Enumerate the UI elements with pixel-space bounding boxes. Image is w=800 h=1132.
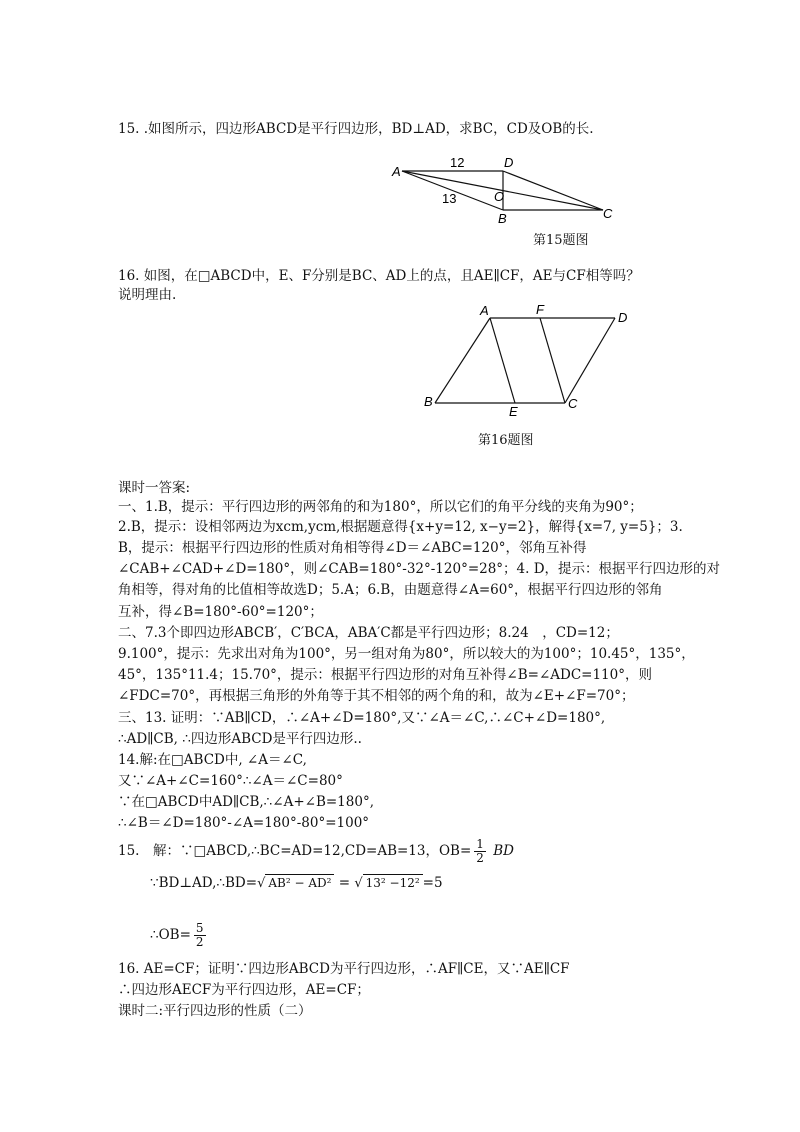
q16-caption: 第16题图 bbox=[478, 433, 534, 448]
q16-figure bbox=[420, 300, 640, 420]
a15-sqrt2: 13² −12² bbox=[363, 874, 423, 891]
answer-line: 又∵∠A+∠C=160°∴∠A＝∠C=80° bbox=[118, 773, 343, 789]
answer-line: ∠CAB+∠CAD+∠D=180°，则∠CAB=180°-32°-120°=28°；4. D，提示：根据平行四边形的对 bbox=[118, 561, 721, 577]
a15-half-den: 2 bbox=[476, 851, 484, 865]
a15-sqrt1-sign: √ bbox=[257, 876, 266, 891]
q15-label-d: D bbox=[504, 155, 514, 170]
q15-label-o: O bbox=[494, 189, 505, 204]
answer-line: ∴∠B＝∠D=180°-∠A=180°-80°=100° bbox=[118, 815, 370, 831]
q15-label-c: C bbox=[603, 206, 613, 221]
a15-ob-den: 2 bbox=[195, 935, 204, 949]
q15-len-13: 13 bbox=[442, 191, 457, 206]
q15-caption: 第15题图 bbox=[533, 233, 589, 248]
a15-l2-pre: ∵BD⊥AD,∴BD= bbox=[150, 875, 258, 891]
q16-label-f: F bbox=[536, 302, 544, 317]
answer-line: B，提示：根据平行四边形的性质对角相等得∠D＝∠ABC=120°，邻角互补得 bbox=[118, 540, 587, 556]
a15-half-num: 1 bbox=[476, 837, 484, 851]
answer-16-line1: 16. AE=CF；证明∵四边形ABCD为平行四边形，∴AF∥CE，又∵AE∥CF bbox=[118, 961, 570, 977]
answer-line: 互补，得∠B=180°-60°=120°； bbox=[118, 604, 323, 620]
q15-len-12: 12 bbox=[450, 155, 465, 170]
answer-line: ∵在□ABCD中AD∥CB,∴∠A+∠B=180°, bbox=[118, 794, 374, 810]
q15-label-a: A bbox=[392, 164, 401, 179]
q16-text2: 说明理由. bbox=[118, 287, 177, 303]
answer-15-line3 bbox=[150, 922, 209, 949]
q16-label-b: B bbox=[424, 394, 433, 409]
a15-sqrt2-sign: √ bbox=[354, 876, 363, 891]
a15-ob-fraction bbox=[194, 922, 206, 949]
q15-label-b: B bbox=[498, 211, 507, 226]
answer-line: 14.解:在□ABCD中, ∠A＝∠C, bbox=[118, 752, 307, 768]
next-section-heading: 课时二:平行四边形的性质（二） bbox=[118, 1003, 312, 1019]
a15-eq: = bbox=[338, 875, 351, 891]
q15-text: 15. .如图所示，四边形ABCD是平行四边形，BD⊥AD，求BC，CD及OB的长. bbox=[118, 121, 594, 137]
q15-figure bbox=[390, 150, 620, 230]
q16-label-e: E bbox=[509, 404, 518, 419]
answer-line: 9.100°，提示：先求出对角为100°，另一组对角为80°，所以较大的为100°；10.45°，135°， bbox=[118, 646, 695, 662]
answer-15-line2 bbox=[150, 874, 443, 892]
q16-label-a: A bbox=[480, 303, 489, 318]
answer-16-line2: ∴四边形AECF为平行四边形，AE=CF； bbox=[118, 982, 370, 998]
answer-line: ∠FDC=70°，再根据三角形的外角等于其不相邻的两个角的和，故为∠E+∠F=70°； bbox=[118, 688, 635, 704]
a15-half-fraction bbox=[474, 838, 486, 865]
answer-line: 2.B，提示：设相邻两边为xcm,ycm,根据题意得{x+y=12, x−y=2}，解得{x=7, y=5}；3. bbox=[118, 519, 683, 535]
a15-l1-pre: 15. 解：∵□ABCD,∴BC=AD=12,CD=AB=13，OB= bbox=[118, 843, 472, 859]
answer-line: ∴AD∥CB, ∴四边形ABCD是平行四边形.. bbox=[118, 731, 362, 747]
answers-heading: 课时一答案: bbox=[118, 480, 191, 496]
a15-sqrt1: AB² − AD² bbox=[265, 874, 334, 891]
q16-label-c: C bbox=[568, 396, 578, 411]
answer-line: 三、13. 证明：∵AB∥CD，∴∠A+∠D=180°,又∵∠A＝∠C,∴∠C+∠D=180°, bbox=[118, 710, 606, 726]
a15-l3-pre: ∴OB= bbox=[150, 927, 191, 943]
a15-ob-num: 5 bbox=[195, 921, 204, 935]
a15-l1-post: BD bbox=[493, 843, 514, 859]
answer-line: 45°，135°11.4；15.70°，提示：根据平行四边形的对角互补得∠B=∠ADC=110°，则 bbox=[118, 667, 652, 683]
answer-line: 一、1.B，提示：平行四边形的两邻角的和为180°，所以它们的角平分线的夹角为90°； bbox=[118, 499, 643, 515]
q16-label-d: D bbox=[618, 310, 628, 325]
q16-text1: 16. 如图，在□ABCD中，E、F分别是BC、AD上的点，且AE∥CF，AE与CF相等吗？ bbox=[118, 268, 640, 284]
answer-line: 角相等，得对角的比值相等故选D；5.A；6.B，由题意得∠A=60°，根据平行四边形的邻角 bbox=[118, 582, 663, 598]
answer-line: 二、7.3个即四边形ABCB′，C′BCA，ABA′C都是平行四边形；8.24 ，CD=12； bbox=[118, 625, 619, 641]
answer-15-line1 bbox=[118, 838, 514, 865]
a15-l2-post: =5 bbox=[422, 875, 443, 891]
